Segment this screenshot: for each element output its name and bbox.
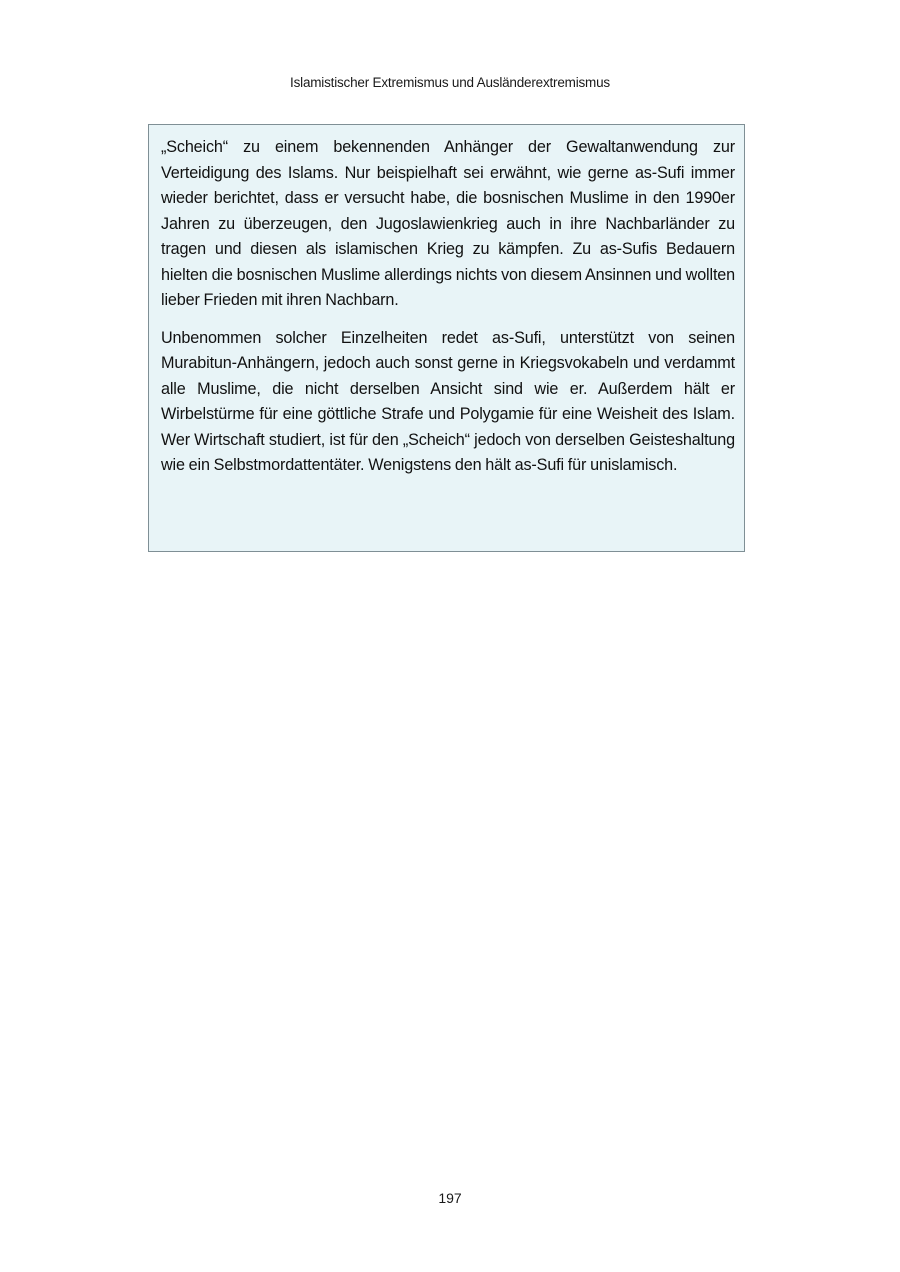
box-paragraph-2: Unbenommen solcher Einzelheiten redet as-Sufi, unterstützt von seinen Murabitun-Anhängern, jedoch auch sonst gerne in Kriegsvokabeln und verdammt alle Muslime, die nicht derselben Ansicht sind wie er. Außerdem hält er Wirbelstürme für eine göttliche Strafe und Polygamie für eine Weisheit des Islam. Wer Wirtschaft studiert, ist für den „Scheich“ jedoch von derselben Geisteshaltung wie ein Selbstmordattentäter. Wenigstens den hält as-Sufi für unislamisch. — [161, 328, 735, 474]
box-paragraph-1: „Scheich“ zu einem bekennenden Anhänger der Gewaltanwendung zur Verteidigung des Islams. Nur beispielhaft sei erwähnt, wie gerne as-Sufi immer wieder berichtet, dass er versucht habe, die bosnischen Muslime in den 1990er Jahren zu überzeugen, den Jugoslawienkrieg auch in ihre Nachbarländer zu tragen und diesen als islamischen Krieg zu kämpfen. Zu as-Sufis Bedauern hielten die bosnischen Muslime allerdings nichts von diesem Ansinnen und wollten lieber Frieden mit ihren Nachbarn. — [161, 138, 735, 309]
running-header: Islamistischer Extremismus und Ausländerextremismus — [290, 75, 610, 90]
info-box — [148, 124, 745, 552]
page-number: 197 — [438, 1190, 462, 1206]
